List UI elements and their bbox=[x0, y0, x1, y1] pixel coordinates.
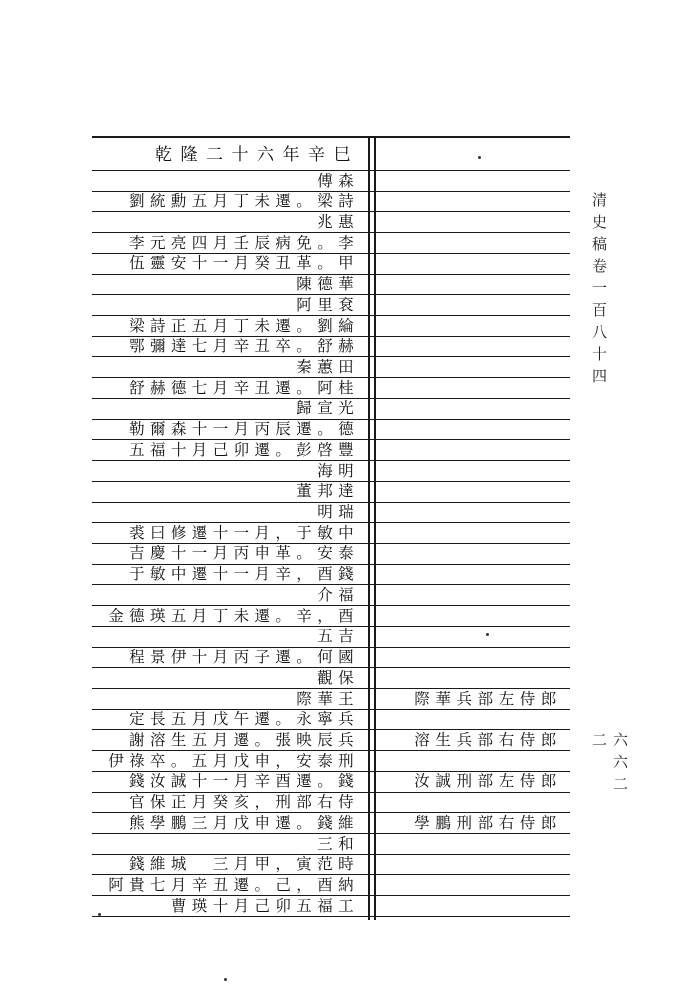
speck bbox=[98, 913, 101, 916]
table-row bbox=[95, 896, 363, 916]
row-text: 程景伊十月丙子遷。何國 bbox=[129, 648, 359, 667]
right-table-row bbox=[378, 440, 570, 460]
table-row bbox=[95, 834, 363, 854]
table-row bbox=[95, 233, 363, 253]
right-table-row bbox=[378, 689, 570, 709]
table-row bbox=[95, 626, 363, 646]
row-text: 五吉 bbox=[317, 627, 359, 646]
table-row bbox=[95, 481, 363, 501]
right-table-row bbox=[378, 502, 570, 522]
table-row bbox=[95, 751, 363, 771]
right-table-row bbox=[378, 585, 570, 605]
right-table-row bbox=[378, 813, 570, 833]
right-row-text: 汝誠刑部左侍郎 bbox=[414, 772, 562, 791]
row-text: 觀保 bbox=[317, 668, 359, 687]
row-text: 秦蕙田 bbox=[296, 357, 359, 376]
right-table-row bbox=[378, 543, 570, 563]
table-row bbox=[95, 502, 363, 522]
right-table-row bbox=[378, 647, 570, 667]
right-table-row bbox=[378, 668, 570, 688]
table-top-rule bbox=[92, 136, 570, 138]
right-table-row bbox=[378, 461, 570, 481]
row-text: 勒爾森十一月丙辰遷。德 bbox=[129, 420, 359, 439]
row-text: 謝溶生五月遷。張映辰兵 bbox=[129, 730, 359, 749]
right-table-row bbox=[378, 875, 570, 895]
row-text: 定長五月戊午遷。永寧兵 bbox=[129, 710, 359, 729]
row-text: 錢汝誠十一月辛酉遷。錢 bbox=[129, 772, 359, 791]
row-text: 金德瑛五月丁未遷。辛，酉 bbox=[108, 606, 359, 625]
right-table-row bbox=[378, 212, 570, 232]
row-text: 際華王 bbox=[296, 689, 359, 708]
row-text: 阿里袞 bbox=[296, 295, 359, 314]
right-table-row bbox=[378, 834, 570, 854]
row-text: 海明 bbox=[317, 461, 359, 480]
table-row bbox=[95, 171, 363, 191]
row-text: 歸宣光 bbox=[296, 399, 359, 418]
table-row bbox=[95, 378, 363, 398]
right-row-text: 際華兵部左侍郎 bbox=[414, 689, 562, 708]
row-text: 伊祿卒。五月戊申，安泰刑 bbox=[108, 751, 359, 770]
row-text: 阿貴七月辛丑遷。己，酉納 bbox=[108, 875, 359, 894]
row-text: 介福 bbox=[317, 585, 359, 604]
row-text: 董邦達 bbox=[296, 482, 359, 501]
right-table-row bbox=[378, 378, 570, 398]
table-row bbox=[95, 668, 363, 688]
row-text: 舒赫德七月辛丑遷。阿桂 bbox=[129, 378, 359, 397]
table-row bbox=[95, 585, 363, 605]
right-table-row bbox=[378, 709, 570, 729]
right-table-row bbox=[378, 336, 570, 356]
table-row bbox=[95, 875, 363, 895]
right-table-row bbox=[378, 274, 570, 294]
row-text: 鄂彌達七月辛丑卒。舒赫 bbox=[129, 337, 359, 356]
right-table-row bbox=[378, 730, 570, 750]
row-rule bbox=[92, 916, 570, 917]
table-row bbox=[95, 274, 363, 294]
table-row bbox=[95, 813, 363, 833]
right-table-row bbox=[378, 191, 570, 211]
row-text: 三和 bbox=[317, 834, 359, 853]
row-text: 錢維城 三月甲，寅范時 bbox=[129, 855, 359, 874]
table-row bbox=[95, 253, 363, 273]
right-table-row bbox=[378, 295, 570, 315]
table-row bbox=[95, 523, 363, 543]
table-row bbox=[95, 854, 363, 874]
right-table-row bbox=[378, 626, 570, 646]
row-text: 伍靈安十一月癸丑革。甲 bbox=[129, 254, 359, 273]
speck bbox=[224, 978, 227, 981]
right-table-row bbox=[378, 523, 570, 543]
row-text: 李元亮四月壬辰病免。李 bbox=[129, 233, 359, 252]
row-text: 陳德華 bbox=[296, 275, 359, 294]
row-text: 五福十月己卯遷。彭啓豐 bbox=[129, 440, 359, 459]
row-text: 于敏中遷十一月辛，酉錢 bbox=[129, 565, 359, 584]
right-row-text: 學鵬刑部右侍郎 bbox=[414, 813, 562, 832]
table-row bbox=[95, 357, 363, 377]
right-table-row bbox=[378, 771, 570, 791]
right-table-row bbox=[378, 253, 570, 273]
table-row bbox=[95, 792, 363, 812]
table-title-text: 乾隆二十六年辛巳 bbox=[155, 145, 359, 165]
right-table-row bbox=[378, 316, 570, 336]
row-text: 吉慶十一月丙申革。安泰 bbox=[129, 544, 359, 563]
table-row bbox=[95, 191, 363, 211]
speck bbox=[486, 633, 489, 636]
row-text: 官保正月癸亥，刑部右侍 bbox=[129, 793, 359, 812]
row-text: 裘曰修遷十一月，于敏中 bbox=[129, 523, 359, 542]
table-row bbox=[95, 440, 363, 460]
table-row bbox=[95, 647, 363, 667]
right-table-row bbox=[378, 171, 570, 191]
margin-page-number: 六六二二 bbox=[590, 732, 629, 798]
right-table-row bbox=[378, 606, 570, 626]
table-row bbox=[95, 564, 363, 584]
row-text: 劉統勳五月丁未遷。梁詩 bbox=[129, 192, 359, 211]
table-row bbox=[95, 689, 363, 709]
row-text: 曹瑛十月己卯五福工 bbox=[170, 896, 359, 915]
table-row bbox=[95, 295, 363, 315]
right-table-row bbox=[378, 481, 570, 501]
table-row bbox=[95, 709, 363, 729]
table-row bbox=[95, 730, 363, 750]
table-row bbox=[95, 771, 363, 791]
row-text: 梁詩正五月丁未遷。劉綸 bbox=[129, 316, 359, 335]
right-table-row bbox=[378, 398, 570, 418]
right-table-row bbox=[378, 564, 570, 584]
right-table-row bbox=[378, 854, 570, 874]
right-table-row bbox=[378, 357, 570, 377]
table-row bbox=[95, 212, 363, 232]
table-row bbox=[95, 316, 363, 336]
table-title bbox=[95, 142, 363, 165]
table-row bbox=[95, 461, 363, 481]
right-table-row bbox=[378, 419, 570, 439]
margin-title: 清史稿卷一百八十四 bbox=[590, 192, 608, 390]
right-row-text: 溶生兵部右侍郎 bbox=[414, 730, 562, 749]
table-row bbox=[95, 606, 363, 626]
row-text: 兆惠 bbox=[317, 212, 359, 231]
right-table-row bbox=[378, 896, 570, 916]
row-text: 熊學鵬三月戊申遷。錢維 bbox=[129, 813, 359, 832]
table-row bbox=[95, 336, 363, 356]
table-row bbox=[95, 543, 363, 563]
table-row bbox=[95, 398, 363, 418]
right-table-row bbox=[378, 751, 570, 771]
row-text: 傅森 bbox=[317, 171, 359, 190]
table-row bbox=[95, 419, 363, 439]
row-text: 明瑞 bbox=[317, 503, 359, 522]
speck bbox=[478, 156, 481, 159]
right-table-row bbox=[378, 792, 570, 812]
right-table-row bbox=[378, 233, 570, 253]
